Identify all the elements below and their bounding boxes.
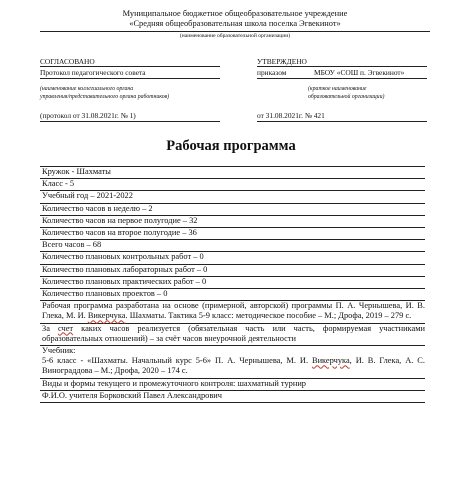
row-practical-works: Количество плановых практических работ – 0 (40, 277, 425, 289)
agreed-heading: СОГЛАСОВАНО (40, 57, 95, 66)
row-control-works: Количество плановых контрольных работ – 0 (40, 252, 425, 264)
row-control-forms: Виды и формы текущего и промежуточного контроля: шахматный турнир (40, 379, 425, 391)
approved-order-rule (257, 121, 427, 122)
agreed-heading-rule (40, 66, 220, 67)
program-basis-part-2: . Шахматы. Тактика 5-9 класс: методическое пособие – М.; Дрофа, 2019 – 279 с. (125, 311, 412, 321)
agreed-note-line-1: (наименование коллегиального органа (40, 86, 134, 92)
program-basis-part-1: Рабочая программа разработана на основе (примерной, авторской) программы П. А. Чернышева, И. В. Глека, М. И. (42, 301, 425, 321)
program-basis-text (42, 301, 425, 321)
hours-source-word: счет (57, 323, 74, 333)
row-textbook (40, 346, 425, 379)
approved-note-line-1: (краткое наименование (308, 86, 367, 92)
textbook-part-2: , И. В. Глека, А. С. Винограддова – М.; Дрофа, 2020 – 174 с. (42, 356, 425, 376)
row-hours-source (40, 324, 425, 346)
institution-name-line-1: Муниципальное бюджетное общеобразовательное учреждение (122, 9, 348, 18)
document-title: Рабочая программа (166, 138, 296, 154)
row-hours-week: Количество часов в неделю – 2 (40, 204, 425, 216)
row-hours-total: Всего часов – 68 (40, 240, 425, 252)
agreed-note-line-2: управления/представительного органа работников) (40, 94, 170, 100)
hours-source-part-2: каких часов реализуется (обязательная часть или часть, формируемая участниками образовательных отношений) – за счёт часов внеурочной деятельности (42, 323, 425, 343)
institution-underline (40, 31, 430, 32)
approved-heading-rule (257, 66, 427, 67)
agreed-protocol-rule (40, 121, 220, 122)
row-grade: Класс - 5 (40, 179, 425, 191)
institution-name-line-2: «Средняя общеобразовательная школа поселка Эгвекинот» (129, 19, 341, 28)
program-info-table (40, 166, 425, 403)
approved-org-rule (257, 78, 427, 79)
institution-note: (наименование образовательной организации) (179, 33, 291, 39)
agreed-body-rule (40, 78, 220, 79)
textbook-text (42, 356, 425, 376)
row-lab-works: Количество плановых лабораторных работ – 0 (40, 265, 425, 277)
approved-heading: УТВЕРЖДЕНО (257, 57, 307, 66)
approved-order-label: приказом (257, 68, 287, 77)
row-program-basis (40, 301, 425, 323)
textbook-author: Викерчука (311, 356, 350, 366)
row-year: Учебный год – 2021-2022 (40, 191, 425, 203)
program-basis-author: Викерчука (87, 311, 126, 321)
approved-order: от 31.08.2021г. № 421 (257, 111, 325, 120)
textbook-part-1: 5-6 класс - «Шахматы. Начальный курс 5-6» П. А. Чернышева, М. И. (42, 356, 312, 366)
agreed-protocol: (протокол от 31.08.2021г. № 1) (40, 111, 136, 120)
approved-org: МБОУ «СОШ п. Эгвекинот» (314, 68, 405, 77)
agreed-body: Протокол педагогического совета (40, 68, 146, 77)
row-teacher: Ф.И.О. учителя Борковский Павел Александрович (40, 391, 425, 403)
hours-source-part-1: За (42, 323, 58, 333)
textbook-label: Учебник: (42, 346, 76, 356)
row-hours-second-half: Количество часов на второе полугодие – 36 (40, 228, 425, 240)
row-hours-first-half: Количество часов на первое полугодие – 32 (40, 216, 425, 228)
row-club: Кружок - Шахматы (40, 166, 425, 179)
row-projects: Количество плановых проектов – 0 (40, 289, 425, 301)
hours-source-text (42, 324, 425, 344)
approved-note-line-2: образовательной организации) (308, 94, 385, 100)
